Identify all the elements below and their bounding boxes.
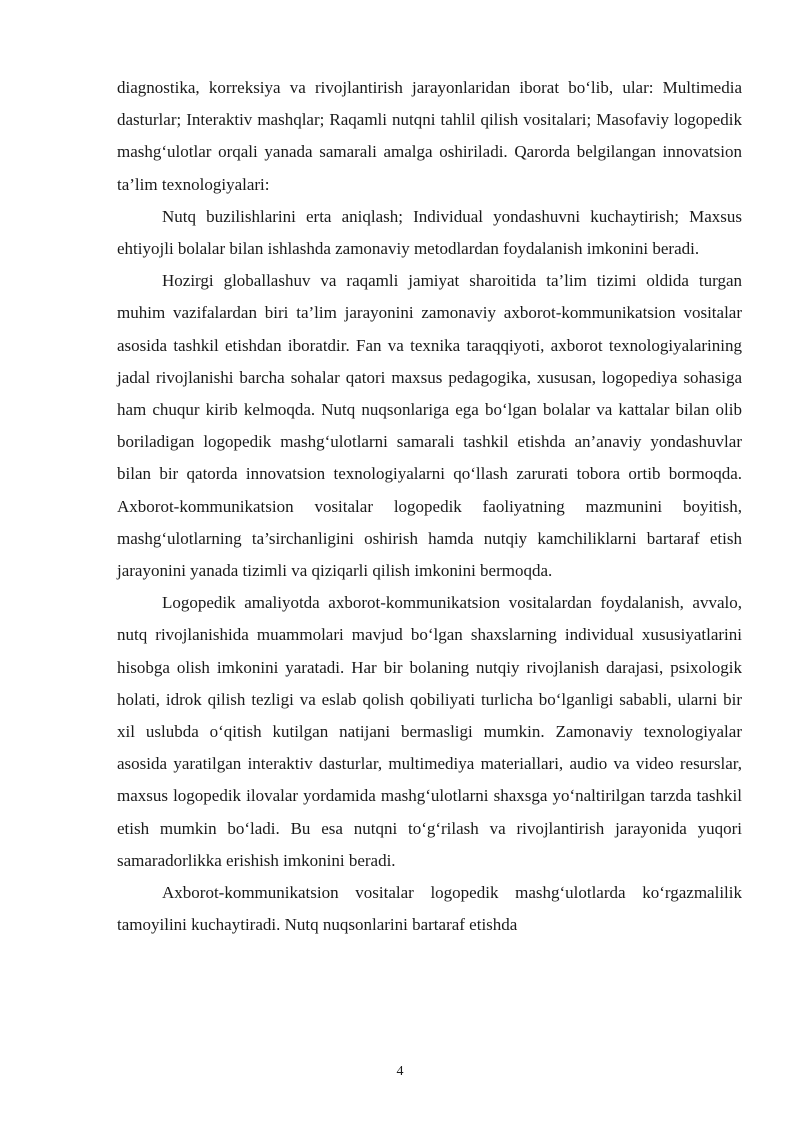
paragraph-5: Axborot-kommunikatsion vositalar logopedik mashg‘ulotlarda ko‘rgazmalilik tamoyilini kuchaytiradi. Nutq nuqsonlarini bartaraf etishda xyxy=(117,883,742,935)
document-body xyxy=(117,72,742,941)
paragraph-4: Logopedik amaliyotda axborot-kommunikatsion vositalardan foydalanish, avvalo, nutq rivojlanishida muammolari mavjud bo‘lgan shaxslarning individual xususiyatlarini hisobga olish imkonini yaratadi. Har bir bolaning nutqiy rivojlanish darajasi, psixologik holati, idrok qilish tezligi va eslab qolish qobiliyati turlicha bo‘lganligi sababli, ularni bir xil uslubda o‘qitish kutilgan natijani bermasligi mumkin. Zamonaviy texnologiyalar asosida yaratilgan interaktiv dasturlar, multimediya materiallari, audio va video resurslar, maxsus logopedik ilovalar yordamida mashg‘ulotlarni shaxsga yo‘naltirilgan tarzda tashkil etish mumkin bo‘ladi. Bu esa nutqni to‘g‘rilash va rivojlantirish jarayonida yuqori samaradorlikka erishish imkonini beradi. xyxy=(117,593,742,870)
page-number: 4 xyxy=(396,1064,404,1079)
paragraph-2: Nutq buzilishlarini erta aniqlash; Individual yondashuvni kuchaytirish; Maxsus ehtiyojli bolalar bilan ishlashda zamonaviy metodlardan foydalanish imkonini beradi. xyxy=(117,206,742,259)
paragraph-1: diagnostika, korreksiya va rivojlantirish jarayonlaridan iborat bo‘lib, ular: Multimedia dasturlar; Interaktiv mashqlar; Raqamli nutqni tahlil qilish vositalari; Masofaviy logopedik mashg‘ulotlar orqali yanada samarali amalga oshiriladi. Qarorda belgilangan innovatsion ta’lim texnologiyalari: xyxy=(117,78,742,194)
paragraph-3: Hozirgi globallashuv va raqamli jamiyat sharoitida ta’lim tizimi oldida turgan muhim vazifalardan biri ta’lim jarayonini zamonaviy axborot-kommunikatsion vositalar asosida tashkil etishdan iboratdir. Fan va texnika taraqqiyoti, axborot texnologiyalarining jadal rivojlanishi barcha sohalar qatori maxsus pedagogika, xususan, logopediya sohasiga ham chuqur kirib kelmoqda. Nutq nuqsonlariga ega bo‘lgan bolalar va kattalar bilan olib boriladigan logopedik mashg‘ulotlarni samarali tashkil etishda an’anaviy yondashuvlar bilan bir qatorda innovatsion texnologiyalarni qo‘llash zarurati tobora ortib bormoqda. Axborot-kommunikatsion vositalar logopedik faoliyatning mazmunini boyitish, mashg‘ulotlarning ta’sirchanligini oshirish hamda nutqiy kamchiliklarni bartaraf etish jarayonini yanada tizimli va qiziqarli qilish imkonini bermoqda. xyxy=(117,271,742,581)
